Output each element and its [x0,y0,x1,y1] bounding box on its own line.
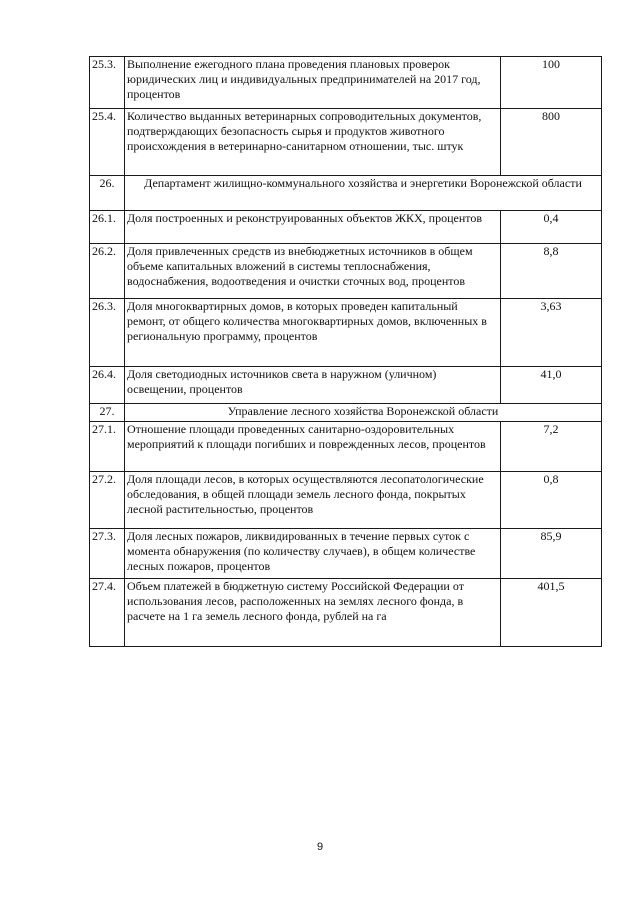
indicator-name: Количество выданных ветеринарных сопроводительных документов, подтверждающих безопасность сырья и продуктов животного происхождения в ветеринарно-санитарном отношении, тыс. штук [125,109,501,176]
section-row-26 [90,176,602,211]
indicator-value: 41,0 [501,367,602,404]
row-number: 27.4. [90,579,125,647]
indicator-value: 0,8 [501,472,602,529]
table-row-27-2 [90,472,602,529]
row-number: 27.3. [90,529,125,579]
indicator-name: Доля многоквартирных домов, в которых проведен капитальный ремонт, от общего количества многоквартирных домов, включенных в региональную программу, процентов [125,299,501,367]
indicator-name: Объем платежей в бюджетную систему Российской Федерации от использования лесов, расположенных на землях лесного фонда, в расчете на 1 га земель лесного фонда, рублей на га [125,579,501,647]
table-row-26-2 [90,244,602,299]
indicators-table [89,56,602,647]
table-row-26-3 [90,299,602,367]
indicator-value: 100 [501,57,602,109]
section-title: Управление лесного хозяйства Воронежской области [125,404,602,422]
indicator-name: Доля лесных пожаров, ликвидированных в течение первых суток с момента обнаружения (по количеству случаев), в общем количестве лесных пожаров, процентов [125,529,501,579]
indicator-name: Доля площади лесов, в которых осуществляются лесопатологические обследования, в общей площади земель лесного фонда, покрытых лесной растительностью, процентов [125,472,501,529]
row-number: 26.4. [90,367,125,404]
row-number: 25.4. [90,109,125,176]
page-number: 9 [316,841,324,853]
indicator-name: Доля привлеченных средств из внебюджетных источников в общем объеме капитальных вложений в системы теплоснабжения, водоснабжения, водоотведения и очистки сточных вод, процентов [125,244,501,299]
indicator-value: 0,4 [501,211,602,244]
table-row-26-1 [90,211,602,244]
row-number: 27.2. [90,472,125,529]
section-number: 26. [90,176,125,211]
table-row-25-3 [90,57,602,109]
table-row-26-4 [90,367,602,404]
indicator-name: Доля светодиодных источников света в наружном (уличном) освещении, процентов [125,367,501,404]
row-number: 26.3. [90,299,125,367]
row-number: 27.1. [90,422,125,472]
section-title: Департамент жилищно-коммунального хозяйства и энергетики Воронежской области [125,176,602,211]
row-number: 25.3. [90,57,125,109]
indicator-value: 7,2 [501,422,602,472]
indicator-value: 401,5 [501,579,602,647]
indicator-value: 800 [501,109,602,176]
section-number: 27. [90,404,125,422]
row-number: 26.2. [90,244,125,299]
table-row-27-1 [90,422,602,472]
table-row-27-4 [90,579,602,647]
indicator-name: Доля построенных и реконструированных объектов ЖКХ, процентов [125,211,501,244]
indicator-name: Отношение площади проведенных санитарно-оздоровительных мероприятий к площади погибших и поврежденных лесов, процентов [125,422,501,472]
row-number: 26.1. [90,211,125,244]
section-row-27 [90,404,602,422]
indicator-value: 3,63 [501,299,602,367]
indicator-value: 8,8 [501,244,602,299]
indicator-name: Выполнение ежегодного плана проведения плановых проверок юридических лиц и индивидуальных предпринимателей на 2017 год, процентов [125,57,501,109]
table-row-27-3 [90,529,602,579]
table-row-25-4 [90,109,602,176]
indicator-value: 85,9 [501,529,602,579]
